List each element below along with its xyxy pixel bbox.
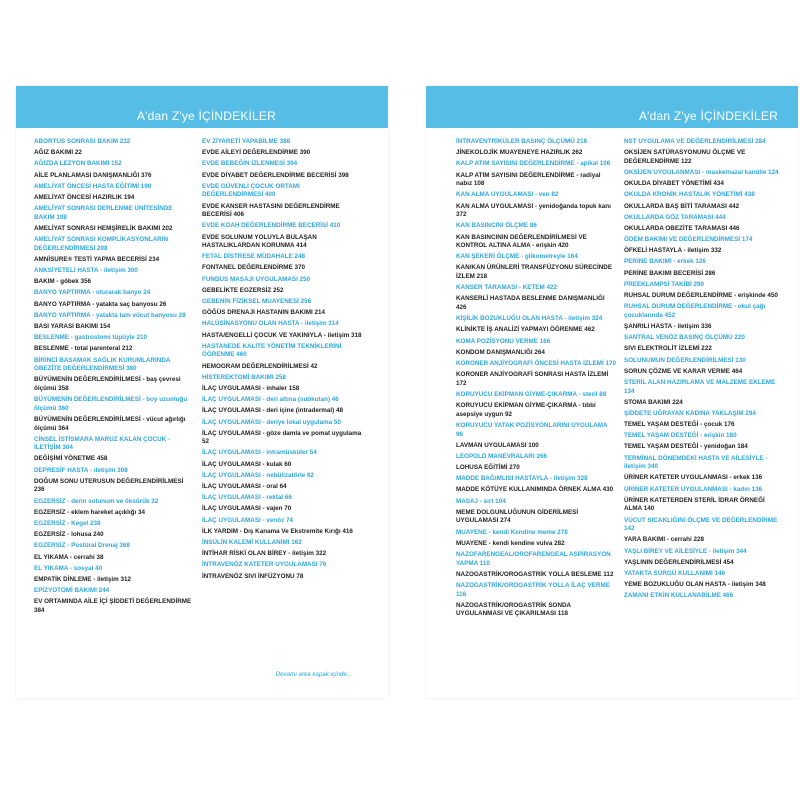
- toc-entry: KALP ATIM SAYISINI DEĞERLENDİRME - radiyal nabız 108: [456, 171, 601, 188]
- toc-entry: LAVMAN UYGULAMASI 100: [456, 441, 539, 449]
- toc-entry: İLAÇ UYGULAMASI - deriye lokal uygulama 50: [202, 418, 341, 426]
- toc-entry: EVDE GÜVENLİ ÇOCUK ORTAMI DEĞERLENDİRMESİ 400: [202, 182, 300, 199]
- toc-entry: AMELİYAT SONRASI DERLENME ÜNİTESİNDE BAKIM 198: [34, 205, 173, 221]
- toc-entry: TEMEL YAŞAM DESTEĞİ - yenidoğan 184: [624, 443, 748, 451]
- toc-entry: İLAÇ UYGULAMASI - göze damla ve pomat uygulama 52: [202, 429, 362, 446]
- toc-entry: EL YIKAMA - sosyal 40: [34, 564, 103, 572]
- toc-entry: EMPATİK DİNLEME - iletişim 312: [34, 575, 132, 583]
- toc-entry: OKULLARDA GÖZ TARAMASI 444: [624, 213, 726, 221]
- toc-entry: ÜRİNER KATETER UYGULANMASI - kadın 136: [624, 485, 763, 493]
- toc-entry: KAN BASINCININ DEĞERLENDİRİLMESİ VE KONTROL ALTINA ALMA - erişkin 420: [456, 233, 587, 250]
- toc-entry: İLAÇ UYGULAMASI - nebülizatörle 62: [202, 471, 314, 479]
- toc-entry: EGZERSİZ - Kegel 238: [34, 520, 101, 527]
- toc-entry: ÜRİNER KATETERDEN STERİL İDRAR ÖRNEĞİ ALMA 140: [624, 496, 765, 513]
- toc-entry: EGZERSİZ - eklem hareket açıklığı 34: [34, 508, 145, 516]
- toc-entry: OKULLARDA OBEZİTE TARAMASI 446: [624, 224, 740, 232]
- toc-entry: STOMA BAKIMI 224: [624, 398, 683, 406]
- toc-entry: YARA BAKIMI - cerrahi 228: [624, 536, 705, 544]
- toc-entry: AMELİYAT SONRASI KOMPLİKASYONLARIN DEĞERLENDİRMESİ 208: [34, 236, 168, 252]
- toc-entry: KAN ALMA UYGULAMASI - ven 82: [456, 191, 559, 199]
- toc-entry: İLAÇ UYGULAMASI - deri içine (intradermal) 48: [202, 407, 344, 415]
- toc-entry: İNTRAVENTRİKÜLER BASINÇ ÖLÇÜMÜ 216: [456, 138, 588, 145]
- toc-entry: AMELİYAT SONRASI HEMŞİRELİK BAKIMI 202: [34, 224, 173, 232]
- right-page-column-2: [624, 138, 784, 604]
- toc-entry: SANTRAL VENÖZ BASINÇ ÖLÇÜMÜ 220: [624, 334, 745, 342]
- toc-entry: AMELİYAT ÖNCESİ HASTA EĞİTİMİ 190: [34, 182, 152, 190]
- toc-entry: DOĞUM SONU UTERUSUN DEĞERLENDİRİLMESİ 236: [34, 477, 184, 494]
- toc-entry: İLAÇ UYGULAMASI - oral 64: [202, 483, 287, 491]
- toc-entry: BANYO YAPTIRMA - oturarak banyo 24: [34, 289, 151, 297]
- toc-entry: MADDE KÖTÜYE KULLANIMINDA ÖRNEK ALMA 430: [456, 486, 614, 494]
- toc-entry: TERMİNAL DÖNEMDEKİ HASTA VE AİLESİYLE - iletişim 340: [624, 454, 768, 471]
- toc-entry: İLAÇ UYGULAMASI - intramüsküler 54: [202, 449, 317, 457]
- toc-entry: ÖFKELİ HASTAYLA - iletişim 332: [624, 247, 722, 255]
- toc-entry: YEME BOZUKLUĞU OLAN HASTA - iletişim 348: [624, 581, 766, 589]
- toc-entry: ŞANRILI HASTA - iletişim 336: [624, 323, 712, 330]
- toc-entry: KAN/KAN ÜRÜNLERİ TRANSFÜZYONU SÜRECİNDE İZLEM 218: [456, 264, 613, 281]
- toc-entry: YATAKTA SÜRGÜ KULLANIMI 146: [624, 569, 725, 577]
- toc-entry: EVDE DİYABET DEĞERLENDİRME BECERİSİ 398: [202, 171, 349, 179]
- toc-entry: İLAÇ UYGULAMASI - inhaler 158: [202, 384, 300, 392]
- right-page-title: A'dan Z'ye İÇİNDEKİLER: [638, 109, 778, 123]
- toc-entry: NAZOGASTRİK/OROGASTRİK SONDA UYGULANMASI VE ÇIKARILMASI 118: [456, 601, 571, 618]
- toc-entry: RUHSAL DURUM DEĞERLENDİRME - erişkinde 450: [624, 292, 778, 300]
- toc-entry: HALÜSİNASYONU OLAN HASTA - iletişim 314: [202, 320, 339, 328]
- toc-entry: KORUYUCU EKİPMAN GİYME-ÇIKARMA - steril 88: [456, 390, 607, 398]
- toc-entry: HASTANEDE KALİTE YÖNETİM TEKNİKLERİNİ ÖĞRENME 460: [202, 342, 342, 359]
- toc-entry: MUAYENE - kendi kendine vulva 282: [456, 539, 565, 547]
- toc-entry: PERİNE BAKIMI - erkek 126: [624, 258, 706, 266]
- toc-entry: NAZOGASTRİK/OROGASTRİK YOLLA BESLEME 112: [456, 570, 614, 578]
- toc-entry: HASTA/ENGELLİ ÇOCUK VE YAKINIYLA - iletişim 318: [202, 331, 362, 339]
- toc-entry: PERİNE BAKIMI BECERİSİ 286: [624, 269, 716, 277]
- toc-entry: PREEKLAMPSİ TAKİBİ 290: [624, 280, 705, 288]
- toc-entry: EVDE KOAH DEĞERLENDİRME BECERİSİ 410: [202, 222, 341, 230]
- toc-entry: KONDOM DANIŞMANLIĞI 264: [456, 348, 545, 356]
- toc-entry: ŞİDDETE UĞRAYAN KADINA YAKLAŞIM 294: [624, 409, 756, 417]
- toc-entry: KAN ALMA UYGULAMASI - yenidoğanda topuk kanı 372: [456, 202, 611, 219]
- toc-entry: İLAÇ UYGULAMASI - kulak 60: [202, 460, 292, 468]
- toc-entry: DEĞİŞİMİ YÖNETME 458: [34, 455, 108, 463]
- toc-entry: İLAÇ UYGULAMASI - vajen 70: [202, 505, 292, 513]
- left-page-column-2: [202, 138, 362, 584]
- toc-entry: KLİNİKTE İŞ ANALİZİ YAPMAYI ÖĞRENME 462: [456, 326, 595, 334]
- toc-entry: EV ORTAMINDA AİLE İÇİ ŞİDDETİ DEĞERLENDİRME 384: [34, 598, 192, 614]
- toc-entry: İNTRAVENÖZ KATETER UYGULAMASI 76: [202, 561, 327, 569]
- left-page-column-1: [34, 138, 194, 618]
- toc-entry: OKSİJEN UYGULANMASI - maske/nazal kanülle 124: [624, 168, 779, 176]
- toc-entry: OKULDA KRONİK HASTALIK YÖNETİMİ 438: [624, 191, 755, 199]
- toc-entry: BESLENME - gastrostomi tüpüyle 210: [34, 334, 148, 342]
- toc-entry: MADDE BAĞIMLISI HASTAYLA - iletişim 328: [456, 475, 588, 483]
- toc-entry: İLAÇ UYGULAMASI - venöz 74: [202, 516, 293, 524]
- toc-entry: İLAÇ UYGULAMASI - rektal 66: [202, 494, 292, 502]
- toc-entry: OKULLARDA BAŞ BİTİ TARAMASI 442: [624, 202, 740, 210]
- left-page-header-banner: [16, 86, 388, 128]
- toc-entry: NAZOFARENGEAL/OROFARENGEAL ASPİRASYON YAPMA 110: [456, 550, 611, 567]
- toc-entry: İLK YARDIM - Dış Kanama Ve Ekstremite Kırığı 416: [202, 527, 353, 535]
- toc-entry: İNTRAVENÖZ SIVI İNFÜZYONU 78: [202, 572, 304, 580]
- toc-entry: LOHUSA EĞİTİMİ 270: [456, 464, 520, 472]
- toc-entry: AMELİYAT ÖNCESİ HAZIRLIK 194: [34, 193, 135, 201]
- toc-entry: HİSTEREKTOMİ BAKIMI 258: [202, 373, 286, 381]
- toc-entry: BANYO YAPTIRMA - yatakta saç banyosu 26: [34, 300, 167, 308]
- toc-entry: KORONER ANJİYOGRAFİ ÖNCESİ HASTA İZLEMİ 170: [456, 359, 617, 367]
- toc-entry: EGZERSİZ - derin solunum ve öksürük 32: [34, 497, 159, 505]
- toc-entry: EVDE KANSER HASTASINI DEĞERLENDİRME BECERİSİ 406: [202, 202, 340, 219]
- toc-entry: TEMEL YAŞAM DESTEĞİ - erişkin 180: [624, 432, 737, 440]
- left-page: [16, 86, 388, 698]
- toc-entry: GÖĞÜS DRENAJI HASTANIN BAKIMI 214: [202, 309, 326, 317]
- toc-entry: EPİZYOTOMİ BAKIMI 244: [34, 587, 110, 595]
- toc-entry: AĞIZDA LEZYON BAKIMI 152: [34, 160, 122, 168]
- toc-entry: KANSER TARAMASI - KETEM 422: [456, 284, 557, 292]
- toc-entry: EV ZİYARETİ YAPABİLME 388: [202, 138, 291, 145]
- toc-entry: FETAL DİSTRESE MÜDAHALE 248: [202, 253, 305, 261]
- toc-entry: BESLENME - total parenteral 212: [34, 345, 133, 353]
- toc-entry: İNSÜLİN KALEMİ KULLANIMI 162: [202, 538, 302, 546]
- toc-entry: KOMA POZİSYONU VERME 166: [456, 337, 551, 345]
- toc-entry: SIVI ELEKTROLİT İZLEMİ 222: [624, 345, 712, 353]
- toc-entry: SOLUNUMUN DEĞERLENDİRİLMESİ 130: [624, 356, 746, 364]
- toc-entry: İLAÇ UYGULAMASI - deri altına (subkutan) 46: [202, 396, 339, 404]
- toc-entry: BÜYÜMENİN DEĞERLENDİRİLMESİ - baş çevresi ölçümü 358: [34, 376, 181, 392]
- toc-entry: KAN BASINCINI ÖLÇME 86: [456, 222, 537, 230]
- toc-entry: BİRİNCİ BASAMAK SAĞLIK KURUMLARINDA OBEZİTE DEĞERLENDİRMESİ 380: [34, 356, 171, 373]
- toc-entry: BAKIM - göbek 356: [34, 278, 92, 286]
- toc-entry: YAŞLININ DEĞERLENDİRİLMESİ 454: [624, 558, 734, 566]
- toc-entry: MUAYENE - kendi Kendine meme 278: [456, 528, 568, 536]
- toc-entry: BANYO YAPTIRMA - yatakta tam vücut banyosu 28: [34, 311, 186, 319]
- toc-entry: KAN ŞEKERİ ÖLÇME - glikometreyle 164: [456, 253, 578, 261]
- toc-entry: NST UYGULAMA VE DEĞERLENDİRİLMESİ 284: [624, 138, 766, 145]
- left-page-title: A'dan Z'ye İÇİNDEKİLER: [136, 109, 276, 123]
- toc-entry: ZAMANI ETKİN KULLANABİLME 466: [624, 592, 734, 600]
- toc-entry: OKSİJEN SATÜRASYONUNU ÖLÇME VE DEĞERLENDİRME 122: [624, 149, 746, 165]
- toc-entry: MASAJ - sırt 104: [456, 497, 506, 505]
- toc-entry: FONTANEL DEĞERLENDİRME 370: [202, 264, 305, 272]
- toc-entry: OKULDA DİYABET YÖNETİMİ 434: [624, 180, 724, 188]
- toc-entry: GEBELİKTE EGZERSİZ 252: [202, 286, 284, 294]
- toc-entry: MEME DOLGUNLUĞUNUN GİDERİLMESİ UYGULAMASI 274: [456, 508, 579, 525]
- right-page-column-1: [456, 138, 616, 622]
- toc-entry: GEBENİN FİZİKSEL MUAYENESİ 256: [202, 298, 312, 306]
- toc-entry: TEMEL YAŞAM DESTEĞİ - çocuk 176: [624, 421, 735, 429]
- toc-entry: AMNİSURE® TESTİ YAPMA BECERİSİ 234: [34, 255, 160, 263]
- toc-entry: BÜYÜMENİN DEĞERLENDİRİLMESİ - boy uzunluğu ölçümü 360: [34, 396, 188, 412]
- toc-entry: NAZOGASTRİK/OROGASTRİK YOLLA İLAÇ VERME 116: [456, 581, 610, 598]
- toc-entry: FUNDUS MASAJI UYGULAMASI 250: [202, 275, 311, 283]
- toc-entry: KİŞİLİK BOZUKLUĞU OLAN HASTA - iletişim 324: [456, 315, 603, 323]
- toc-entry: ANKSİYETELİ HASTA - iletişim 300: [34, 267, 138, 275]
- toc-entry: EVDE BEBEĞİN İZLENMESİ 394: [202, 160, 298, 168]
- toc-entry: KORUYUCU EKİPMAN GİYME-ÇIKARMA - tıbbi asepsiye uygun 92: [456, 402, 596, 418]
- toc-entry: VÜCUT SICAKLIĞINI ÖLÇME VE DEĞERLENDİRME 142: [624, 516, 778, 533]
- toc-entry: KORONER ANJİYOGRAFİ SONRASI HASTA İZLEMİ 172: [456, 371, 609, 387]
- toc-entry: AĞIZ BAKIMI 22: [34, 149, 82, 157]
- toc-entry: BASI YARASI BAKIMI 154: [34, 323, 111, 330]
- toc-entry: EVDE AİLEYİ DEĞERLENDİRME 390: [202, 149, 311, 157]
- toc-entry: KANSERLİ HASTADA BESLENME DANIŞMANLIĞI 426: [456, 295, 605, 312]
- toc-entry: İNTİHAR RİSKİ OLAN BİREY - iletişim 322: [202, 550, 327, 558]
- toc-entry: ÖDEM BAKIMI VE DEĞERLENDİRMESİ 174: [624, 236, 753, 244]
- toc-entry: BÜYÜMENİN DEĞERLENDİRİLMESİ - vücut ağırlığı ölçümü 364: [34, 415, 186, 432]
- continued-note: Devamı arka kapak içinde...: [275, 671, 352, 678]
- toc-entry: KORUYUCU YATAK POZİSYONLARINI UYGULAMA 96: [456, 421, 608, 438]
- toc-entry: ABORTUS SONRASI BAKIM 232: [34, 138, 131, 145]
- toc-entry: JİNEKOLOJİK MUAYENEYE HAZIRLIK 262: [456, 149, 583, 157]
- toc-entry: CİNSEL İSTİSMARA MARUZ KALAN ÇOCUK - İLETİŞİM 304: [34, 435, 171, 452]
- toc-entry: KALP ATIM SAYISINI DEĞERLENDİRME - apikal 106: [456, 160, 611, 168]
- toc-entry: HEMOGRAM DEĞERLENDİRİLMESİ 42: [202, 362, 318, 370]
- toc-entry: AİLE PLANLAMASI DANIŞMANLIĞI 376: [34, 171, 152, 179]
- toc-entry: EGZERSİZ - Postüral Drenaj 368: [34, 542, 130, 550]
- toc-entry: STERİL ALAN HAZIRLAMA VE MALZEME EKLEME 134: [624, 378, 776, 395]
- toc-entry: DEPRESİF HASTA - iletişim 308: [34, 466, 128, 474]
- toc-entry: RUHSAL DURUM DEĞERLENDİRME - okul çağı çocuklarında 452: [624, 303, 766, 319]
- right-page-header-banner: [426, 86, 798, 128]
- toc-entry: EVDE SOLUNUM YOLUYLA BULAŞAN HASTALIKLARDAN KORUNMA 414: [202, 233, 317, 250]
- toc-entry: EGZERSİZ - lohusa 240: [34, 531, 104, 539]
- toc-entry: ÜRİNER KATETER UYGULANMASI - erkek 136: [624, 474, 763, 482]
- toc-entry: LEOPOLD MANEVRALARI 266: [456, 452, 547, 460]
- toc-entry: YAŞLI BİREY VE AİLESİYLE - iletişim 344: [624, 547, 747, 555]
- toc-entry: SORUN ÇÖZME VE KARAR VERME 464: [624, 367, 743, 375]
- right-page: [426, 86, 798, 698]
- toc-entry: EL YIKAMA - cerrahi 38: [34, 553, 104, 561]
